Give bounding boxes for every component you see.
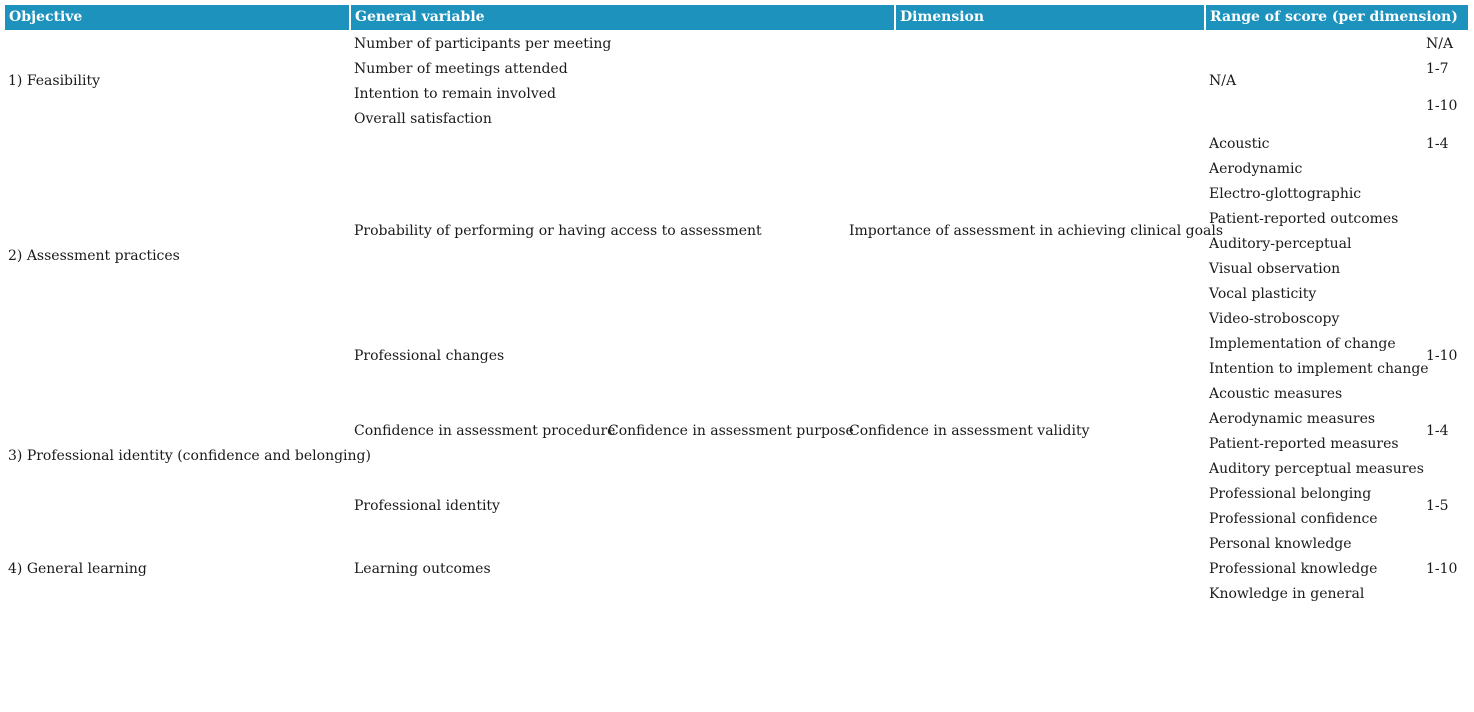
general-variable-cell: Professional identity xyxy=(354,498,500,514)
subdimension-cell: Professional confidence xyxy=(1209,511,1378,527)
range-cell: 1-10 xyxy=(1426,561,1458,577)
general-variable-cell: Professional changes xyxy=(354,348,505,364)
subdimension-cell: Professional knowledge xyxy=(1209,561,1378,577)
objective-cell: 1) Feasibility xyxy=(8,73,100,89)
subdimension-cell: Professional belonging xyxy=(1209,486,1372,502)
general-variable-cell: Number of meetings attended xyxy=(354,61,568,77)
general-variable-cell: Learning outcomes xyxy=(354,561,491,577)
subdimension-cell: Electro-glottographic xyxy=(1209,186,1362,202)
objective-cell: 3) Professional identity (confidence and belonging) xyxy=(8,448,371,464)
subdimension-cell: Acoustic measures xyxy=(1209,386,1343,402)
dimension-cell: Confidence in assessment validity xyxy=(849,423,1090,439)
general-variable-cell: Confidence in assessment procedure xyxy=(354,423,616,439)
general-variable-cell: Intention to remain involved xyxy=(354,86,556,102)
general-variable-cell: Probability of performing or having access to assessment xyxy=(354,223,762,239)
subdimension-cell: Aerodynamic measures xyxy=(1209,411,1376,427)
subdimension-cell: Personal knowledge xyxy=(1209,536,1352,552)
subdimension-cell: Acoustic xyxy=(1209,136,1270,152)
header-objective: Objective xyxy=(5,5,349,30)
header-dimension: Dimension xyxy=(896,5,1204,30)
subdimension-cell: N/A xyxy=(1209,73,1237,89)
general-variable-cell: Overall satisfaction xyxy=(354,111,492,127)
header-range-of-score: Range of score (per dimension) xyxy=(1206,5,1468,30)
general-variable-cell: Number of participants per meeting xyxy=(354,36,612,52)
header-general-variable: General variable xyxy=(351,5,894,30)
subdimension-cell: Auditory-perceptual xyxy=(1209,236,1352,252)
general-variable-cell: Confidence in assessment purpose xyxy=(608,423,854,439)
range-cell: N/A xyxy=(1426,36,1454,52)
subdimension-cell: Patient-reported outcomes xyxy=(1209,211,1399,227)
subdimension-cell: Intention to implement change xyxy=(1209,361,1429,377)
range-cell: 1-7 xyxy=(1426,61,1449,77)
range-cell: 1-4 xyxy=(1426,136,1449,152)
subdimension-cell: Auditory perceptual measures xyxy=(1209,461,1424,477)
range-cell: 1-5 xyxy=(1426,498,1449,514)
subdimension-cell: Knowledge in general xyxy=(1209,586,1365,602)
range-cell: 1-4 xyxy=(1426,423,1449,439)
subdimension-cell: Implementation of change xyxy=(1209,336,1396,352)
subdimension-cell: Aerodynamic xyxy=(1209,161,1303,177)
objective-cell: 2) Assessment practices xyxy=(8,248,180,264)
subdimension-cell: Visual observation xyxy=(1209,261,1341,277)
range-cell: 1-10 xyxy=(1426,348,1458,364)
subdimension-cell: Patient-reported measures xyxy=(1209,436,1399,452)
subdimension-cell: Video-stroboscopy xyxy=(1209,311,1340,327)
objective-cell: 4) General learning xyxy=(8,561,147,577)
range-cell: 1-10 xyxy=(1426,98,1458,114)
subdimension-cell: Vocal plasticity xyxy=(1209,286,1317,302)
dimension-cell: Importance of assessment in achieving clinical goals xyxy=(849,223,1224,239)
